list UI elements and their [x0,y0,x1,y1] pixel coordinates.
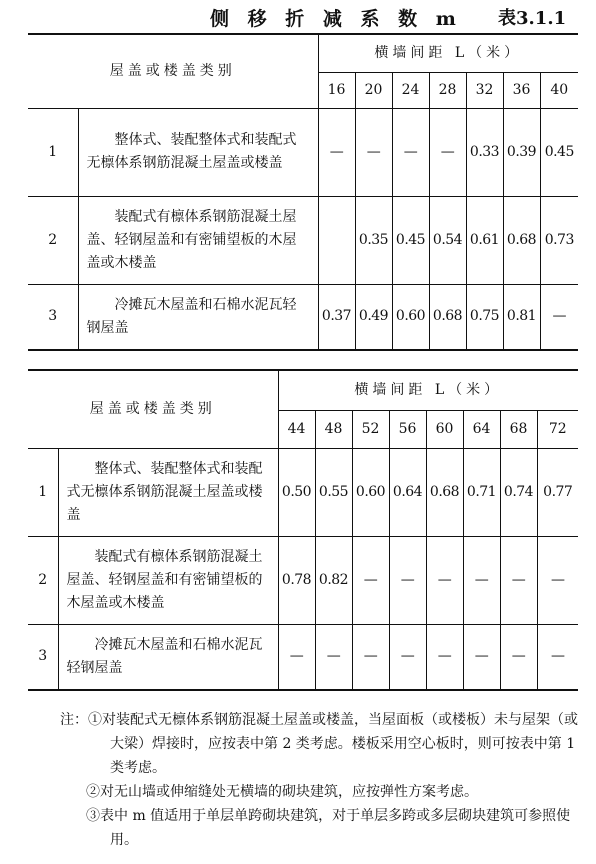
value-cell: 0.75 [466,284,503,350]
value-cell: 0.33 [466,108,503,196]
value-cell: — [318,108,355,196]
row-number: 2 [28,196,78,284]
span-value: 16 [318,72,355,108]
span-value: 60 [426,410,463,448]
value-cell: 0.64 [389,448,426,536]
value-cell: — [463,536,500,624]
note-item: ③表中 m 值适用于单层单跨砌块建筑，对于单层多跨或多层砌块建筑可参照使用。 [86,808,571,848]
span-value: 64 [463,410,500,448]
value-cell: — [389,536,426,624]
category-cell: 冷摊瓦木屋盖和石棉水泥瓦轻钢屋盖 [58,624,278,690]
row-number: 1 [28,448,58,536]
table-row [28,536,578,624]
value-cell: — [315,624,352,690]
value-cell: 0.49 [355,284,392,350]
row-number: 3 [28,624,58,690]
row-number: 2 [28,536,58,624]
title-row [0,2,596,32]
value-cell: — [389,624,426,690]
span-value: 36 [503,72,540,108]
value-cell: 0.78 [278,536,315,624]
value-cell: 0.45 [540,108,578,196]
span-header: 横墙间距 L（米） [278,370,578,410]
value-cell: 0.71 [463,448,500,536]
value-cell: — [537,536,578,624]
value-cell: 0.61 [466,196,503,284]
value-cell: 0.81 [503,284,540,350]
category-cell: 装配式有檩体系钢筋混凝土屋盖、轻钢屋盖和有密铺望板的木屋盖或木楼盖 [78,196,318,284]
value-cell: 0.60 [352,448,389,536]
span-value: 72 [537,410,578,448]
category-cell: 装配式有檩体系钢筋混凝土屋盖、轻钢屋盖和有密铺望板的木屋盖或木楼盖 [58,536,278,624]
value-cell: 0.82 [315,536,352,624]
span-value: 32 [466,72,503,108]
table-title: 侧 移 折 减 系 数 m [210,8,462,30]
row-number: 1 [28,108,78,196]
value-cell: — [426,536,463,624]
value-cell: 0.55 [315,448,352,536]
span-value: 24 [392,72,429,108]
value-cell: 0.45 [392,196,429,284]
reduction-table-2 [28,369,578,691]
span-value: 52 [352,410,389,448]
value-cell: 0.35 [355,196,392,284]
row-number: 3 [28,284,78,350]
value-cell: — [537,624,578,690]
category-cell: 整体式、装配整体式和装配式无檩体系钢筋混凝土屋盖或楼盖 [78,108,318,196]
category-header: 屋盖或楼盖类别 [28,370,278,448]
span-value: 28 [429,72,466,108]
value-cell: — [426,624,463,690]
table-row [28,108,578,196]
span-value: 48 [315,410,352,448]
table-row [28,448,578,536]
note-item: ②对无山墙或伸缩缝处无横墙的砌块建筑，应按弹性方案考虑。 [86,784,478,800]
value-cell: 0.68 [429,284,466,350]
note-item: 注：①对装配式无檩体系钢筋混凝土屋盖或楼盖，当屋面板（或楼板）未与屋架（或大梁）焊接时，应按表中第 2 类考虑。楼板采用空心板时，则可按表中第 1 类考虑。 [60,712,578,776]
value-cell: 0.68 [503,196,540,284]
value-cell: 0.60 [392,284,429,350]
table-row [28,196,578,284]
span-value: 20 [355,72,392,108]
category-cell: 整体式、装配整体式和装配式无檩体系钢筋混凝土屋盖或楼盖 [58,448,278,536]
span-value: 68 [500,410,537,448]
value-cell: 0.50 [278,448,315,536]
value-cell: — [500,624,537,690]
value-cell: 0.68 [426,448,463,536]
value-cell: — [540,284,578,350]
value-cell: 0.73 [540,196,578,284]
value-cell: — [352,624,389,690]
value-cell: — [429,108,466,196]
reduction-table-1 [28,33,578,351]
value-cell: — [355,108,392,196]
value-cell: 0.39 [503,108,540,196]
table-notes [60,708,585,852]
value-cell: 0.54 [429,196,466,284]
span-value: 44 [278,410,315,448]
value-cell: — [278,624,315,690]
value-cell: — [500,536,537,624]
value-cell: — [463,624,500,690]
category-header: 屋盖或楼盖类别 [28,34,318,108]
category-cell: 冷摊瓦木屋盖和石棉水泥瓦轻钢屋盖 [78,284,318,350]
value-cell: — [352,536,389,624]
value-cell: — [392,108,429,196]
table-number: 表3.1.1 [498,8,567,29]
span-value: 40 [540,72,578,108]
value-cell: 0.77 [537,448,578,536]
table-row [28,284,578,350]
value-cell [318,196,355,284]
span-header: 横墙间距 L（米） [318,34,578,72]
span-value: 56 [389,410,426,448]
value-cell: 0.37 [318,284,355,350]
value-cell: 0.74 [500,448,537,536]
table-row [28,624,578,690]
